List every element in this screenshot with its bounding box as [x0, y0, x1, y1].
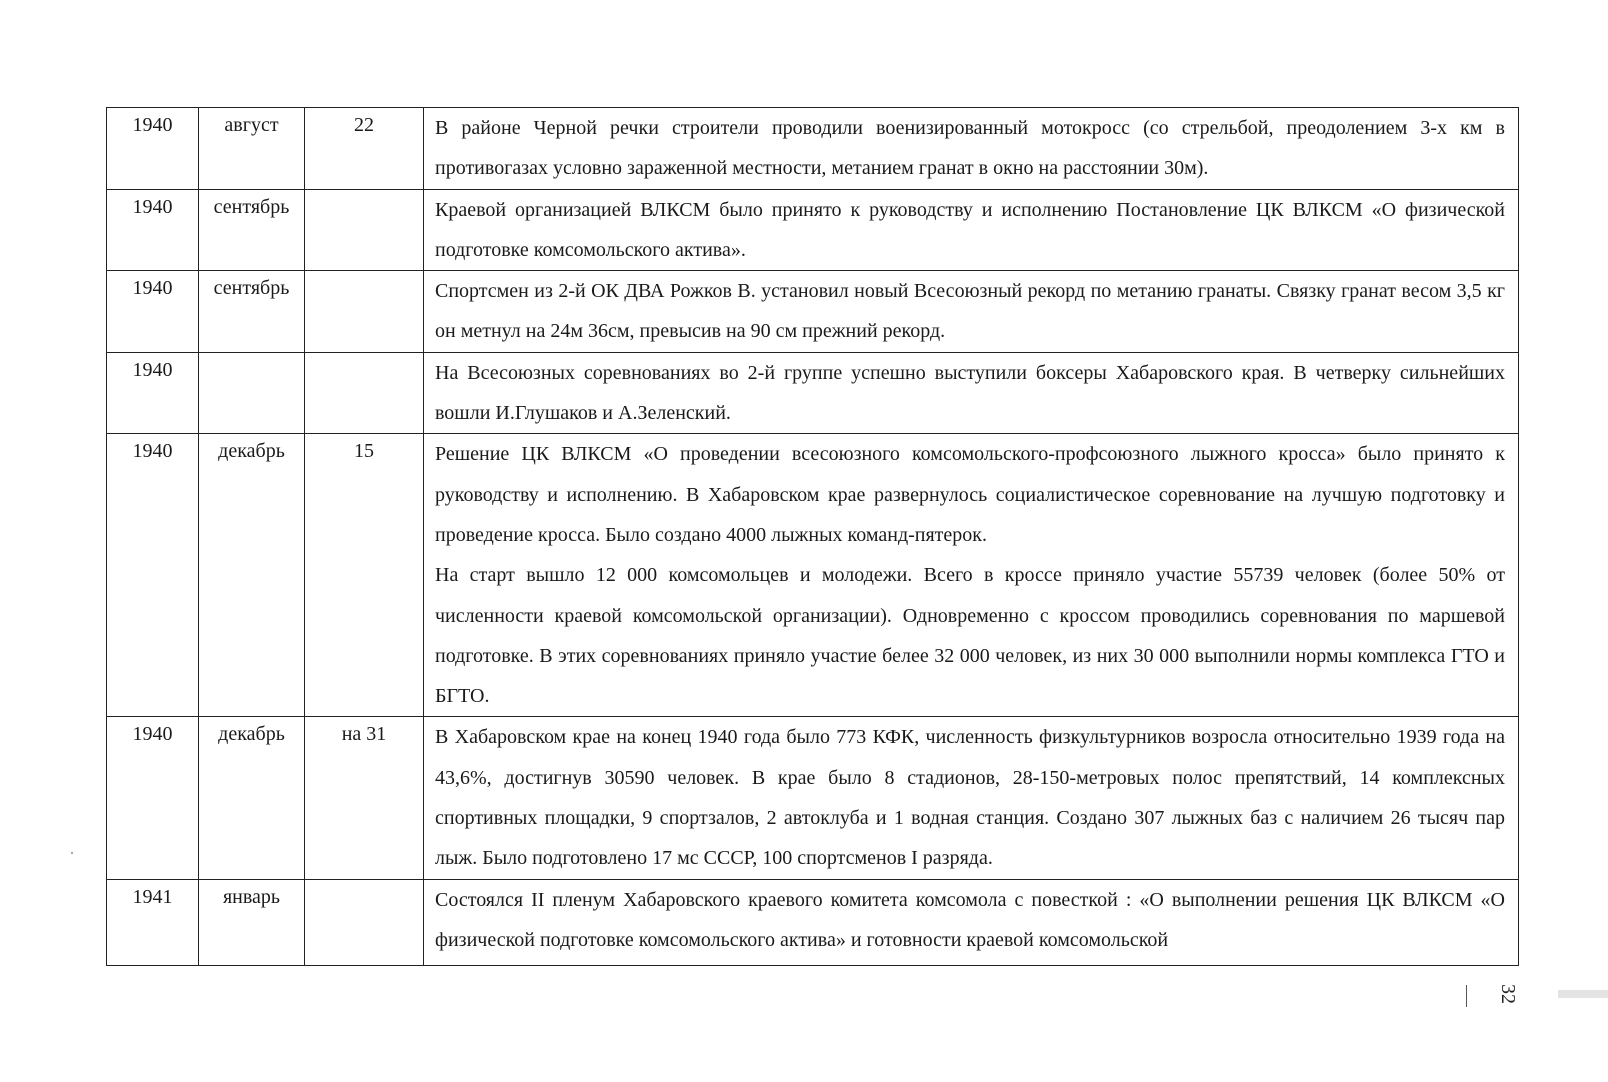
month-cell: январь: [199, 879, 305, 965]
event-text-cell: [424, 434, 1519, 717]
scan-edge-shadow: [1558, 990, 1608, 998]
chronicle-table: [106, 107, 1519, 966]
event-paragraph: Краевой организацией ВЛКСМ было принято к руководству и исполнению Постановление ЦК ВЛКСМ «О физической подготовке комсомольского актива».: [435, 198, 1505, 261]
event-paragraph: На старт вышло 12 000 комсомольцев и молодежи. Всего в кроссе приняло участие 55739 человек (более 50% от численности краевой комсомольской организации). Одновременно с кроссом проводились соревнования по маршевой подготовке. В этих соревнованиях приняло участие белее 32 000 человек, из них 30 000 выполнили нормы комплекса ГТО и БГТО.: [435, 564, 1505, 708]
page-number: 32: [1497, 984, 1519, 1004]
event-text-cell: [424, 271, 1519, 353]
event-paragraph: Спортсмен из 2-й ОК ДВА Рожков В. установил новый Всесоюзный рекорд по метанию гранаты. Связку гранат весом 3,5 кг он метнул на 24м 36см, превысив на 90 см прежний рекорд.: [435, 280, 1505, 343]
table-row: [107, 189, 1519, 271]
year-cell: 1940: [107, 271, 199, 353]
year-cell: 1940: [107, 108, 199, 190]
table-row: [107, 434, 1519, 717]
event-text-cell: [424, 717, 1519, 879]
day-cell: 15: [305, 434, 424, 717]
scan-speck: [71, 852, 73, 854]
event-text-cell: [424, 108, 1519, 190]
event-text-cell: [424, 189, 1519, 271]
month-cell: [199, 352, 305, 434]
month-cell: декабрь: [199, 717, 305, 879]
year-cell: 1940: [107, 434, 199, 717]
table-row: [107, 352, 1519, 434]
year-cell: 1940: [107, 189, 199, 271]
event-text-cell: [424, 879, 1519, 965]
month-cell: август: [199, 108, 305, 190]
margin-mark: [1466, 985, 1467, 1007]
year-cell: 1940: [107, 717, 199, 879]
table-row: [107, 717, 1519, 879]
table-row: [107, 108, 1519, 190]
day-cell: [305, 879, 424, 965]
day-cell: [305, 271, 424, 353]
event-paragraph: На Всесоюзных соревнованиях во 2-й группе успешно выступили боксеры Хабаровского края. В четверку сильнейших вошли И.Глушаков и А.Зеленский.: [435, 361, 1505, 425]
day-cell: [305, 352, 424, 434]
day-cell: 22: [305, 108, 424, 190]
month-cell: сентябрь: [199, 271, 305, 353]
table-row: [107, 271, 1519, 353]
event-text-cell: [424, 352, 1519, 434]
event-paragraph: В районе Черной речки строители проводили военизированный мотокросс (со стрельбой, преодолением 3-х км в противогазах условно зараженной местности, метанием гранат в окно на расстоянии 30м).: [435, 117, 1505, 180]
month-cell: сентябрь: [199, 189, 305, 271]
month-cell: декабрь: [199, 434, 305, 717]
year-cell: 1940: [107, 352, 199, 434]
year-cell: 1941: [107, 879, 199, 965]
event-paragraph: Состоялся II пленум Хабаровского краевого комитета комсомола с повесткой : «О выполнении решения ЦК ВЛКСМ «О физической подготовке комсомольского актива» и готовности краевой комсомольской: [435, 888, 1505, 951]
day-cell: [305, 189, 424, 271]
table-row: [107, 879, 1519, 965]
day-cell: на 31: [305, 717, 424, 879]
event-paragraph: В Хабаровском крае на конец 1940 года было 773 КФК, численность физкультурников возросла относительно 1939 года на 43,6%, достигнув 30590 человек. В крае было 8 стадионов, 28-150-метровых полос препятствий, 14 комплексных спортивных площадки, 9 спортзалов, 2 автоклуба и 1 водная станция. Создано 307 лыжных баз с наличием 26 тысяч пар лыж. Было подготовлено 17 мс СССР, 100 спортсменов I разряда.: [435, 726, 1505, 870]
event-paragraph: Решение ЦК ВЛКСМ «О проведении всесоюзного комсомольского-профсоюзного лыжного кросса» было принято к руководству и исполнению. В Хабаровском крае развернулось социалистическое соревнование на лучшую подготовку и проведение кросса. Было создано 4000 лыжных команд-пятерок.: [435, 443, 1505, 546]
